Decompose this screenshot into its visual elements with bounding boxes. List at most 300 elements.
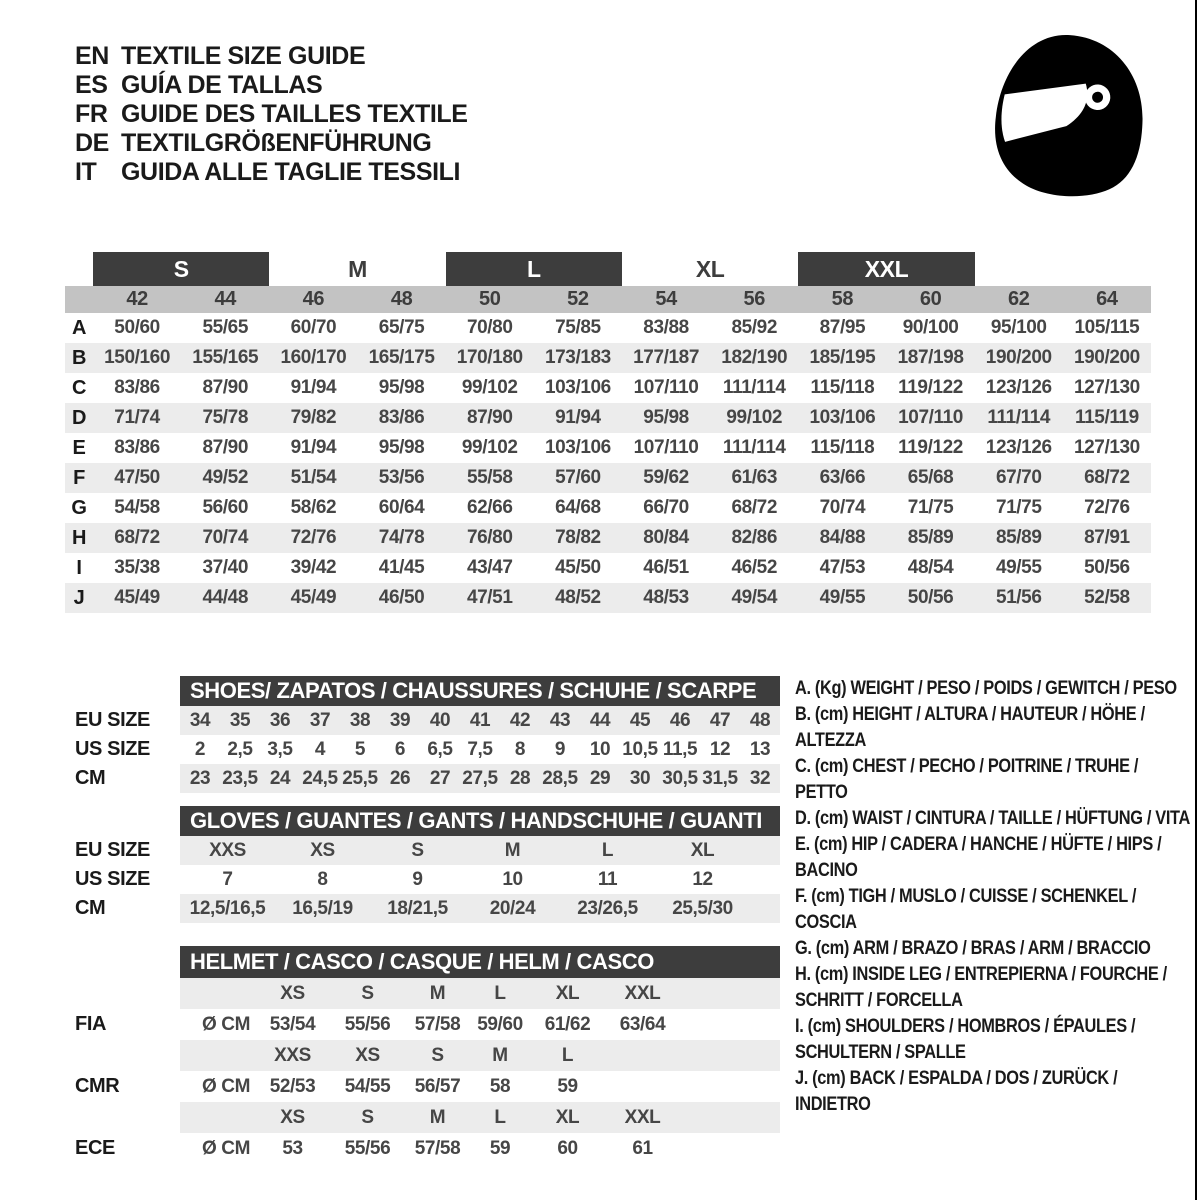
measurement-row bbox=[65, 313, 1151, 343]
language-title: TEXTILE SIZE GUIDE bbox=[121, 42, 366, 70]
size-cell: 11 bbox=[597, 869, 618, 890]
measurement-row bbox=[65, 463, 1151, 493]
helmet-size-header-cell: XS bbox=[280, 983, 305, 1004]
size-value-cell: 72/76 bbox=[1084, 497, 1130, 518]
language-code: FR bbox=[75, 100, 108, 128]
size-value-cell: 51/54 bbox=[290, 467, 337, 488]
size-cell: 42 bbox=[509, 710, 531, 731]
size-value-cell: 99/102 bbox=[461, 437, 518, 458]
size-cell: 45 bbox=[629, 710, 651, 731]
size-value-cell: 64/68 bbox=[555, 497, 601, 518]
language-row bbox=[75, 42, 468, 71]
size-cell: 41 bbox=[469, 710, 491, 731]
size-cell: 20/24 bbox=[489, 898, 536, 919]
size-value-cell: 187/198 bbox=[897, 347, 964, 368]
size-number-cell: 42 bbox=[126, 288, 148, 310]
size-value-cell: 83/86 bbox=[378, 407, 425, 428]
size-value-cell: 170/180 bbox=[456, 347, 523, 368]
textile-rows bbox=[65, 313, 1151, 613]
size-value-cell: 66/70 bbox=[643, 497, 689, 518]
size-value-cell: 71/75 bbox=[995, 497, 1042, 518]
row-letter: D bbox=[71, 407, 87, 429]
helmet-value-cell: 54/55 bbox=[344, 1076, 391, 1097]
size-value-cell: 46/50 bbox=[378, 587, 425, 608]
measurement-row bbox=[65, 433, 1151, 463]
helmet-size-header-row bbox=[75, 1102, 780, 1133]
size-value-cell: 48/54 bbox=[907, 557, 954, 578]
size-cell: 27,5 bbox=[462, 768, 498, 789]
size-cell: 26 bbox=[389, 768, 411, 789]
size-value-cell: 47/51 bbox=[466, 587, 513, 608]
row-cells bbox=[180, 1009, 780, 1040]
row-cells bbox=[180, 1040, 780, 1071]
size-cell: 23/26,5 bbox=[577, 898, 638, 919]
row-letter: F bbox=[73, 467, 85, 489]
size-value-cell: 87/90 bbox=[466, 407, 513, 428]
size-value-cell: 103/106 bbox=[544, 377, 611, 398]
size-cell: 29 bbox=[589, 768, 611, 789]
size-cell: 12,5/16,5 bbox=[189, 898, 266, 919]
language-code: IT bbox=[75, 158, 97, 186]
table-title-bar: GLOVES / GUANTES / GANTS / HANDSCHUHE / GUANTI bbox=[180, 806, 780, 836]
size-value-cell: 190/200 bbox=[1073, 347, 1140, 368]
table-row bbox=[75, 836, 780, 865]
size-value-cell: 44/48 bbox=[202, 587, 249, 608]
size-value-cell: 59/62 bbox=[643, 467, 689, 488]
size-value-cell: 62/66 bbox=[466, 497, 513, 518]
row-cells bbox=[180, 836, 780, 865]
size-value-cell: 87/95 bbox=[819, 317, 866, 338]
helmet-size-header-cell: M bbox=[429, 1107, 446, 1128]
size-cell: 2 bbox=[194, 739, 206, 760]
helmet-value-cell: 61 bbox=[632, 1138, 653, 1159]
helmet-value-cell: 52/53 bbox=[269, 1076, 316, 1097]
size-number-cell: 58 bbox=[831, 288, 854, 310]
size-number-cell: 64 bbox=[1096, 288, 1118, 310]
size-value-cell: 61/63 bbox=[731, 467, 778, 488]
size-value-cell: 49/55 bbox=[995, 557, 1042, 578]
gloves-table bbox=[75, 806, 780, 923]
size-value-cell: 95/100 bbox=[990, 317, 1047, 338]
size-cell: L bbox=[601, 840, 614, 861]
size-cell: 48 bbox=[749, 710, 771, 731]
size-value-cell: 47/50 bbox=[114, 467, 160, 488]
size-cell: 32 bbox=[749, 768, 771, 789]
helmet-value-cell: 58 bbox=[489, 1076, 511, 1097]
size-value-cell: 75/78 bbox=[202, 407, 249, 428]
size-number-cell: 50 bbox=[479, 288, 501, 310]
row-label: CM bbox=[75, 897, 106, 919]
size-value-cell: 65/75 bbox=[378, 317, 425, 338]
size-cell: 7 bbox=[222, 869, 233, 890]
size-value-cell: 177/187 bbox=[633, 347, 700, 368]
size-value-cell: 115/118 bbox=[810, 437, 875, 458]
size-value-cell: 123/126 bbox=[985, 437, 1052, 458]
helmet-size-header-cell: XXS bbox=[274, 1045, 311, 1066]
helmet-value-cell: 55/56 bbox=[344, 1014, 391, 1035]
helmet-table bbox=[75, 946, 780, 1164]
size-cell: 12 bbox=[709, 739, 731, 760]
size-value-cell: 95/98 bbox=[378, 437, 425, 458]
size-value-cell: 79/82 bbox=[290, 407, 337, 428]
size-value-cell: 60/64 bbox=[378, 497, 425, 518]
row-letter: I bbox=[76, 557, 82, 579]
helmet-size-header-row bbox=[75, 1040, 780, 1071]
size-value-cell: 47/53 bbox=[819, 557, 866, 578]
size-number-cell: 62 bbox=[1008, 288, 1030, 310]
helmet-size-header-cell: M bbox=[429, 983, 446, 1004]
row-label: US SIZE bbox=[75, 868, 150, 890]
helmet-value-row bbox=[75, 1071, 780, 1102]
size-cell: 43 bbox=[549, 710, 571, 731]
table-row bbox=[75, 894, 780, 923]
size-value-cell: 90/100 bbox=[902, 317, 959, 338]
size-value-cell: 115/119 bbox=[1075, 407, 1139, 428]
row-label: CM bbox=[75, 767, 106, 789]
language-code: ES bbox=[75, 71, 108, 99]
legend-item: H. (cm) INSIDE LEG / ENTREPIERNA / FOURCHE / SCHRITT / FORCELLA bbox=[795, 964, 1167, 1011]
legend-item: F. (cm) TIGH / MUSLO / CUISSE / SCHENKEL / COSCIA bbox=[795, 886, 1137, 933]
size-value-cell: 82/86 bbox=[731, 527, 778, 548]
size-value-cell: 70/80 bbox=[466, 317, 513, 338]
size-cell: 9 bbox=[412, 869, 423, 890]
measurement-row bbox=[65, 373, 1151, 403]
size-number-cell: 56 bbox=[743, 288, 765, 310]
size-value-cell: 107/110 bbox=[633, 377, 699, 398]
size-value-cell: 70/74 bbox=[202, 527, 249, 548]
size-value-cell: 46/51 bbox=[643, 557, 689, 578]
row-cells bbox=[180, 978, 780, 1009]
helmet-icon-svg bbox=[973, 26, 1161, 208]
blank-cell bbox=[180, 1040, 255, 1071]
size-value-cell: 111/114 bbox=[987, 407, 1051, 428]
size-value-cell: 95/98 bbox=[378, 377, 425, 398]
size-value-cell: 48/53 bbox=[643, 587, 689, 608]
table-row bbox=[75, 735, 780, 764]
row-letter: B bbox=[71, 347, 87, 369]
size-value-cell: 76/80 bbox=[466, 527, 513, 548]
helmet-size-header-cell: XS bbox=[280, 1107, 305, 1128]
size-value-cell: 91/94 bbox=[290, 377, 337, 398]
language-code: EN bbox=[75, 42, 109, 70]
size-value-cell: 48/52 bbox=[555, 587, 601, 608]
size-cell: 27 bbox=[429, 768, 451, 789]
size-value-cell: 54/58 bbox=[114, 497, 160, 518]
size-cell: 16,5/19 bbox=[292, 898, 353, 919]
size-value-cell: 41/45 bbox=[378, 557, 425, 578]
measurement-row bbox=[65, 553, 1151, 583]
size-value-cell: 150/160 bbox=[104, 347, 171, 368]
size-cell: 24,5 bbox=[302, 768, 338, 789]
size-value-cell: 84/88 bbox=[819, 527, 866, 548]
language-row bbox=[75, 158, 468, 187]
size-cell: 39 bbox=[389, 710, 411, 731]
row-cells bbox=[180, 764, 780, 793]
row-cells bbox=[180, 1071, 780, 1102]
language-row bbox=[75, 100, 468, 129]
size-value-cell: 39/42 bbox=[290, 557, 337, 578]
size-value-cell: 49/55 bbox=[819, 587, 866, 608]
size-number-cell: 46 bbox=[302, 288, 325, 310]
size-group-cell: XL bbox=[695, 256, 725, 282]
size-value-cell: 74/78 bbox=[378, 527, 425, 548]
helmet-size-header-cell: XXL bbox=[624, 1107, 661, 1128]
blank-label bbox=[75, 978, 180, 1009]
helmet-size-header-row bbox=[75, 978, 780, 1009]
size-cell: 25,5/30 bbox=[672, 898, 733, 919]
size-cell: 8 bbox=[317, 869, 328, 890]
size-value-cell: 185/195 bbox=[809, 347, 876, 368]
size-cell: 28 bbox=[509, 768, 531, 789]
legend-item: A. (Kg) WEIGHT / PESO / POIDS / GEWITCH / PESO bbox=[795, 678, 1177, 699]
size-value-cell: 119/122 bbox=[898, 437, 963, 458]
size-value-cell: 75/85 bbox=[555, 317, 601, 338]
size-value-cell: 91/94 bbox=[555, 407, 601, 428]
size-value-cell: 107/110 bbox=[898, 407, 963, 428]
measurement-row bbox=[65, 523, 1151, 553]
size-value-cell: 53/56 bbox=[378, 467, 425, 488]
size-value-cell: 155/165 bbox=[192, 347, 259, 368]
size-cell: 9 bbox=[554, 739, 566, 760]
helmet-size-header-cell: S bbox=[361, 1107, 374, 1128]
size-value-cell: 35/38 bbox=[114, 557, 160, 578]
size-cell: 10 bbox=[589, 739, 611, 760]
size-number-cell: 44 bbox=[214, 288, 236, 310]
helmet-value-cell: 53 bbox=[282, 1138, 303, 1159]
size-value-cell: 71/74 bbox=[114, 407, 160, 428]
size-cell: 23,5 bbox=[222, 768, 258, 789]
helmet-value-cell: 53/54 bbox=[269, 1014, 316, 1035]
size-cell: 38 bbox=[349, 710, 371, 731]
blank-cell bbox=[180, 978, 255, 1009]
size-value-cell: 127/130 bbox=[1073, 377, 1140, 398]
helmet-icon bbox=[973, 26, 1161, 208]
language-code: DE bbox=[75, 129, 109, 157]
size-value-cell: 127/130 bbox=[1073, 437, 1140, 458]
size-value-cell: 55/65 bbox=[202, 317, 249, 338]
row-cells bbox=[180, 1133, 780, 1164]
helmet-value-cell: 60 bbox=[557, 1138, 578, 1159]
row-label: EU SIZE bbox=[75, 709, 150, 731]
helmet-size-header-cell: XS bbox=[355, 1045, 380, 1066]
size-value-cell: 160/170 bbox=[280, 347, 347, 368]
blank-cell bbox=[180, 1102, 255, 1133]
row-letter: H bbox=[71, 527, 87, 549]
size-value-cell: 71/75 bbox=[907, 497, 954, 518]
size-value-cell: 182/190 bbox=[721, 347, 788, 368]
row-label: US SIZE bbox=[75, 738, 150, 760]
legend-item: E. (cm) HIP / CADERA / HANCHE / HÜFTE / HIPS / BACINO bbox=[795, 834, 1162, 881]
size-value-cell: 87/91 bbox=[1084, 527, 1130, 548]
size-cell: 31,5 bbox=[702, 768, 738, 789]
row-letter: E bbox=[72, 437, 86, 459]
blank-label bbox=[75, 1040, 180, 1071]
legend-item: J. (cm) BACK / ESPALDA / DOS / ZURÜCK / INDIETRO bbox=[795, 1068, 1118, 1115]
helmet-value-cell: 55/56 bbox=[344, 1138, 391, 1159]
size-value-cell: 70/74 bbox=[819, 497, 866, 518]
language-title: TEXTILGRÖßENFÜHRUNG bbox=[121, 129, 432, 157]
size-number-cell: 54 bbox=[655, 288, 677, 310]
table-row bbox=[75, 865, 780, 894]
size-value-cell: 50/60 bbox=[114, 317, 160, 338]
row-cells bbox=[180, 706, 780, 735]
numeric-size-row bbox=[65, 286, 1151, 313]
size-cell: XL bbox=[690, 840, 715, 861]
legend-item: D. (cm) WAIST / CINTURA / TAILLE / HÜFTUNG / VITA bbox=[795, 808, 1190, 829]
size-cell: 2,5 bbox=[227, 739, 253, 760]
size-cell: 18/21,5 bbox=[387, 898, 448, 919]
size-value-cell: 107/110 bbox=[633, 437, 699, 458]
size-cell: 3,5 bbox=[267, 739, 293, 760]
size-value-cell: 103/106 bbox=[544, 437, 611, 458]
size-value-cell: 85/89 bbox=[907, 527, 954, 548]
size-value-cell: 105/115 bbox=[1074, 317, 1140, 338]
helmet-value-cell: 61/62 bbox=[544, 1014, 591, 1035]
size-group-cell: XXL bbox=[798, 252, 974, 286]
helmet-standard-label: FIA bbox=[75, 1013, 107, 1035]
size-group-cell: S bbox=[93, 252, 269, 286]
size-value-cell: 72/76 bbox=[290, 527, 337, 548]
size-value-cell: 50/56 bbox=[1084, 557, 1130, 578]
helmet-unit-cell: Ø CM bbox=[202, 1138, 251, 1159]
measurement-row bbox=[65, 403, 1151, 433]
size-cell: 30 bbox=[629, 768, 651, 789]
size-cell: 6 bbox=[394, 739, 406, 760]
helmet-value-cell: 57/58 bbox=[414, 1138, 461, 1159]
table-title-bar: HELMET / CASCO / CASQUE / HELM / CASCO bbox=[180, 946, 780, 978]
size-number-cell: 48 bbox=[390, 288, 413, 310]
size-value-cell: 99/102 bbox=[461, 377, 518, 398]
helmet-value-cell: 59/60 bbox=[477, 1014, 523, 1035]
size-value-cell: 83/86 bbox=[114, 377, 160, 398]
helmet-value-row bbox=[75, 1133, 780, 1164]
size-cell: XXS bbox=[209, 840, 246, 861]
row-letter: C bbox=[71, 377, 87, 399]
legend-item: I. (cm) SHOULDERS / HOMBROS / ÉPAULES / SCHULTERN / SPALLE bbox=[795, 1016, 1136, 1063]
size-value-cell: 78/82 bbox=[555, 527, 601, 548]
helmet-unit-cell: Ø CM bbox=[202, 1014, 251, 1035]
helmet-size-header-cell: S bbox=[361, 983, 374, 1004]
language-title: GUIDE DES TAILLES TEXTILE bbox=[121, 100, 468, 128]
size-cell: 4 bbox=[314, 739, 326, 760]
size-value-cell: 190/200 bbox=[985, 347, 1052, 368]
size-cell: 37 bbox=[309, 710, 331, 731]
size-value-cell: 99/102 bbox=[726, 407, 783, 428]
size-value-cell: 83/88 bbox=[643, 317, 689, 338]
row-cells bbox=[180, 894, 780, 923]
row-cells bbox=[180, 1102, 780, 1133]
size-value-cell: 165/175 bbox=[368, 347, 435, 368]
size-group-row bbox=[65, 252, 1151, 286]
size-value-cell: 45/49 bbox=[114, 587, 160, 608]
size-number-cell: 52 bbox=[567, 288, 589, 310]
size-value-cell: 68/72 bbox=[731, 497, 778, 518]
language-row bbox=[75, 71, 468, 100]
size-value-cell: 65/68 bbox=[907, 467, 954, 488]
size-value-cell: 45/50 bbox=[555, 557, 601, 578]
size-cell: 11,5 bbox=[662, 739, 698, 760]
size-value-cell: 63/66 bbox=[819, 467, 866, 488]
size-value-cell: 68/72 bbox=[114, 527, 160, 548]
legend-item: C. (cm) CHEST / PECHO / POITRINE / TRUHE / PETTO bbox=[795, 756, 1139, 803]
corner-cell bbox=[65, 286, 93, 313]
size-value-cell: 119/122 bbox=[898, 377, 963, 398]
helmet-standard-label: CMR bbox=[75, 1075, 120, 1097]
size-cell: 28,5 bbox=[542, 768, 578, 789]
size-cell: XS bbox=[310, 840, 335, 861]
size-value-cell: 43/47 bbox=[466, 557, 513, 578]
table-title-bar: SHOES/ ZAPATOS / CHAUSSURES / SCHUHE / SCARPE bbox=[180, 676, 780, 706]
size-value-cell: 58/62 bbox=[290, 497, 337, 518]
language-title: GUÍA DE TALLAS bbox=[121, 71, 323, 99]
row-letter: A bbox=[71, 317, 87, 339]
measurement-row bbox=[65, 343, 1151, 373]
size-value-cell: 55/58 bbox=[466, 467, 513, 488]
size-value-cell: 123/126 bbox=[985, 377, 1052, 398]
size-cell: 5 bbox=[354, 739, 366, 760]
helmet-size-header-cell: S bbox=[431, 1045, 444, 1066]
size-cell: 10,5 bbox=[622, 739, 658, 760]
row-label: EU SIZE bbox=[75, 839, 150, 861]
helmet-value-cell: 57/58 bbox=[414, 1014, 461, 1035]
size-group-cell: M bbox=[348, 256, 367, 282]
helmet-size-header-cell: XXL bbox=[624, 983, 661, 1004]
row-letter: J bbox=[73, 587, 85, 609]
size-value-cell: 111/114 bbox=[722, 437, 786, 458]
helmet-size-header-cell: L bbox=[494, 983, 506, 1004]
language-title: GUIDA ALLE TAGLIE TESSILI bbox=[121, 158, 461, 186]
helmet-value-cell: 59 bbox=[557, 1076, 578, 1097]
size-value-cell: 95/98 bbox=[643, 407, 689, 428]
helmet-value-row bbox=[75, 1009, 780, 1040]
size-value-cell: 68/72 bbox=[1084, 467, 1130, 488]
table-row bbox=[75, 764, 780, 793]
size-value-cell: 46/52 bbox=[731, 557, 778, 578]
size-cell: 34 bbox=[189, 710, 211, 731]
blank-label bbox=[75, 1102, 180, 1133]
size-cell: 13 bbox=[749, 739, 771, 760]
size-cell: 8 bbox=[514, 739, 526, 760]
size-cell: 12 bbox=[692, 869, 713, 890]
size-cell: 46 bbox=[669, 710, 691, 731]
helmet-value-cell: 56/57 bbox=[414, 1076, 461, 1097]
size-value-cell: 173/183 bbox=[544, 347, 611, 368]
legend-item: B. (cm) HEIGHT / ALTURA / HAUTEUR / HÖHE / ALTEZZA bbox=[795, 704, 1145, 751]
size-cell: 25,5 bbox=[342, 768, 378, 789]
shoes-table bbox=[75, 676, 780, 793]
size-value-cell: 83/86 bbox=[114, 437, 160, 458]
size-cell: 40 bbox=[429, 710, 451, 731]
textile-size-table bbox=[65, 252, 1151, 613]
row-letter: G bbox=[71, 497, 87, 519]
size-value-cell: 52/58 bbox=[1084, 587, 1130, 608]
helmet-size-header-cell: M bbox=[492, 1045, 508, 1066]
size-value-cell: 51/56 bbox=[995, 587, 1042, 608]
helmet-size-header-cell: L bbox=[494, 1107, 506, 1128]
size-value-cell: 67/70 bbox=[995, 467, 1042, 488]
size-value-cell: 80/84 bbox=[643, 527, 689, 548]
size-cell: 24 bbox=[269, 768, 291, 789]
table-row bbox=[75, 706, 780, 735]
size-value-cell: 37/40 bbox=[202, 557, 249, 578]
helmet-unit-cell: Ø CM bbox=[202, 1076, 251, 1097]
right-edge-line bbox=[1195, 0, 1197, 1200]
measurement-row bbox=[65, 583, 1151, 613]
helmet-size-header-cell: XL bbox=[555, 1107, 580, 1128]
size-value-cell: 56/60 bbox=[202, 497, 249, 518]
size-cell: 10 bbox=[502, 869, 523, 890]
size-value-cell: 50/56 bbox=[907, 587, 954, 608]
